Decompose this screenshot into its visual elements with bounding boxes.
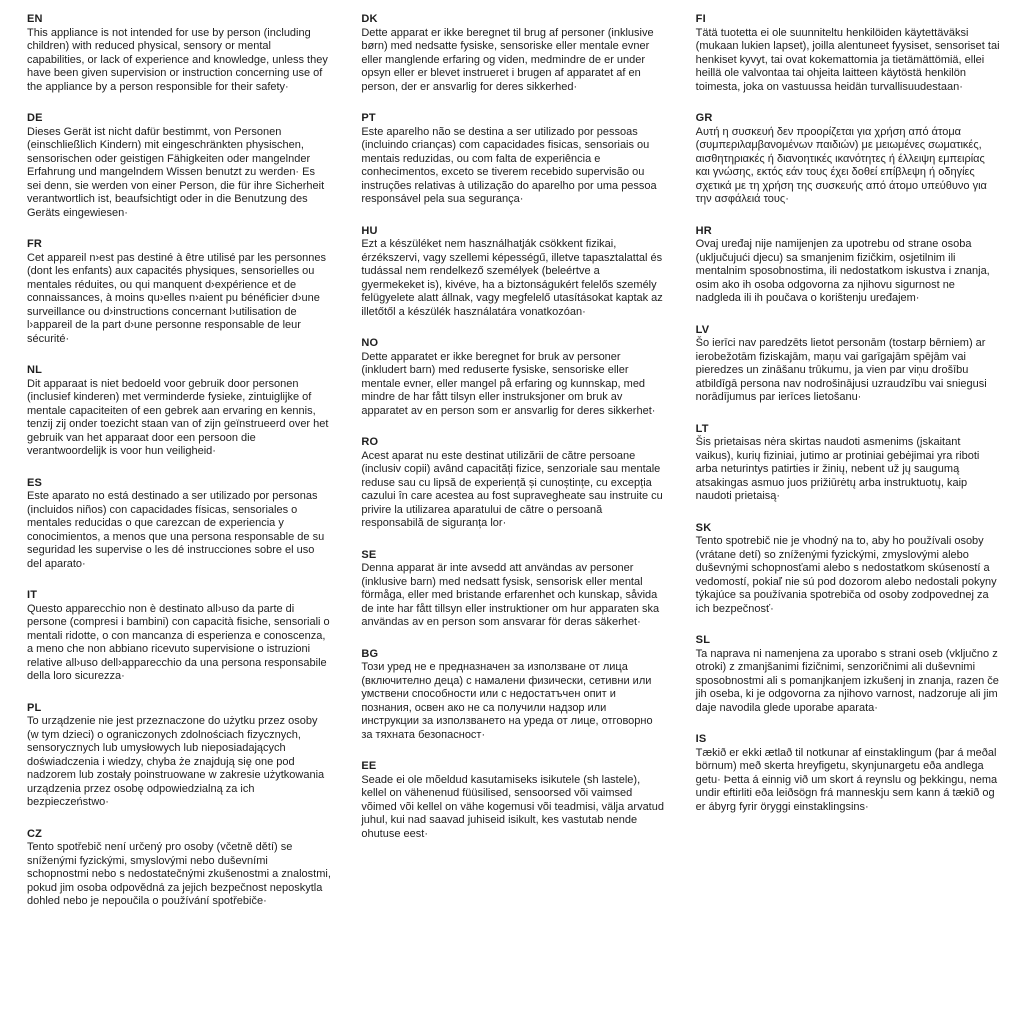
language-text-en: This appliance is not intended for use by person (including children) with reduced physical, sensory or mental capabilities, or lack of experience and knowledge, unless they have been given supervision or instruction concerning use of the appliance by a person responsible for their safety· xyxy=(27,26,328,93)
language-code-pt: PT xyxy=(361,112,376,124)
language-text-de: Dieses Gerät ist nicht dafür bestimmt, von Personen (einschließlich Kindern) mit eingeschränkten physischen, sensorischen oder geistigen Fähigkeiten oder mangelnder Erfahrung und mangelndem Wissen benutzt zu werden· Es sei denn, sie werden von einer Person, die für ihre Sicherheit verantwortlich ist, beaufsichtigt oder in die Benutzung des Geräts eingewiesen· xyxy=(27,125,325,219)
language-text-nl: Dit apparaat is niet bedoeld voor gebruik door personen (inclusief kinderen) met verminderde fysieke, zintuiglijke of mentale capaciteiten of een gebrek aan ervaring en kennis, tenzij zij onder toezicht staan van of zijn geïnstrueerd over het gebruik van het apparaat door een persoon die verantwoordelijk is voor hun veiligheid· xyxy=(27,377,329,457)
language-text-pl: To urządzenie nie jest przeznaczone do użytku przez osoby (w tym dzieci) o ograniczonych zdolnościach fizycznych, sensorycznych lub umysłowych lub nieposiadających doświadczenia i wiedzy, chyba że znajdują się one pod nadzorem lub zostały poinstruowane w zakresie użytkowania urządzenia przez osobę odpowiedzialną za ich bezpieczeństwo· xyxy=(27,715,325,808)
language-text-cz: Tento spotřebič není určený pro osoby (včetně dětí) se sníženými fyzickými, smyslovými nebo duševními schopnostmi nebo s nedostatečnými zkušenostmi a znalostmi, pokud jim osoba odpovědná za jejich bezpečnost neposkytla dohled nebo je nepoučila o používání spotřebiče· xyxy=(27,841,331,907)
language-section-en xyxy=(27,13,331,94)
language-section-nl xyxy=(27,364,331,459)
language-text-ro: Acest aparat nu este destinat utilizării de către persoane (inclusiv copii) având capacități fizice, senzoriale sau mentale reduse sau cu lipsă de experiență și cunoștințe, cu excepția cazului în care acestea au fost supravegheate sau instruite cu privire la utilizarea aparatului de către o persoană responsabilă de siguranța lor· xyxy=(361,449,663,529)
language-code-gr: GR xyxy=(695,112,713,124)
language-code-no: NO xyxy=(361,337,379,349)
language-section-ee xyxy=(361,760,665,841)
language-section-gr xyxy=(696,112,1000,207)
language-text-es: Este aparato no está destinado a ser utilizado por personas (incluidos niños) con capacidades físicas, sensoriales o mentales reducidas o que carezcan de experiencia y conocimientos, a menos que una persona responsable de su seguridad les supervise o les dé instrucciones sobre el uso del aparato· xyxy=(27,490,325,570)
language-text-is: Tækið er ekki ætlað til notkunar af einstaklingum (þar á meðal börnum) með skerta hreyfigetu, skynjunargetu eða andlega getu· Þetta á einnig við um skort á reynslu og þekkingu, nema undir eftirliti eða leiðsögn frá manneskju sem kann á tækið og er ábyrg fyrir öryggi einstaklingsins· xyxy=(695,746,998,813)
language-section-de xyxy=(27,112,331,220)
language-section-lv xyxy=(696,324,1000,405)
language-text-hr: Ovaj uređaj nije namijenjen za upotrebu od strane osoba (uključujući djecu) sa smanjenim fizičkim, osjetilnim ili mentalnim sposobnostima, ili nedostatkom iskustva i znanja, osim ako ih osoba odgovorna za njihovu sigurnost ne nadgleda ili ih poučava o korištenju uređajem· xyxy=(695,238,990,304)
column-right xyxy=(696,13,1000,832)
language-code-fr: FR xyxy=(27,238,43,250)
language-code-is: IS xyxy=(695,733,707,745)
language-code-fi: FI xyxy=(695,13,706,25)
language-section-sl xyxy=(696,634,1000,715)
column-middle xyxy=(361,13,665,859)
language-text-gr: Αυτή η συσκευή δεν προορίζεται για χρήση από άτομα (συμπεριλαμβανομένων παιδιών) με μειωμένες σωματικές, αισθητηριακές ή διανοητικές ικανότητες ή έλλειψη εμπειρίας και γνώσης, εκτός εάν τους έχει δοθεί επίβλεψη ή οδηγίες σχετικά με τη χρήση της συσκευής από άτομο υπεύθυνο για την ασφάλειά τους· xyxy=(695,125,987,205)
language-code-hr: HR xyxy=(695,224,712,237)
language-code-ro: RO xyxy=(361,436,379,448)
language-text-lv: Šo ierīci nav paredzēts lietot personām (tostarp bērniem) ar ierobežotām fiziskajām, maņu vai garīgajām spējām vai pieredzes un zināšanu trūkumu, ja vien par viņu drošību atbildīgā persona nav nodrošinājusi uzraudzību vai sniegusi norādījumus par ierīces lietošanu· xyxy=(695,337,987,403)
language-text-lt: Šis prietaisas nėra skirtas naudoti asmenims (įskaitant vaikus), kurių fiziniai, jutimo ar protiniai gebėjimai yra riboti arba neturintys patirties ir žinių, nebent už jų saugumą atsakingas asmuo juos prižiūrėtų arba instruktuotų, kaip naudoti prietaisą· xyxy=(695,436,980,502)
language-section-it xyxy=(27,589,331,684)
language-text-it: Questo apparecchio non è destinato all›uso da parte di persone (compresi i bambini) con capacità fisiche, sensoriali o mentali ridotte, o con mancanza di esperienza e conoscenza, a meno che non abbiano ricevuto supervisione o istruzioni relative all›uso dell›apparecchio da una persona responsabile della loro sicurezza· xyxy=(27,602,330,682)
language-code-se: SE xyxy=(361,548,377,561)
language-section-es xyxy=(27,477,331,572)
language-section-hr xyxy=(696,225,1000,306)
language-section-lt xyxy=(696,423,1000,504)
language-code-en: EN xyxy=(27,13,43,25)
language-text-bg: Този уред не е предназначен за използване от лица (включително деца) с намалени физически, сетивни или умствени способности или с недостатъчен опит и познания, освен ако не са получили надзор или инструкции за използването на уреда от лице, отговорно за тяхната безопасност· xyxy=(361,661,653,741)
language-code-it: IT xyxy=(27,589,38,601)
language-section-fr xyxy=(27,238,331,346)
language-text-fi: Tätä tuotetta ei ole suunniteltu henkilöiden käytettäväksi (mukaan lukien lapset), joilla alentuneet fyysiset, sensoriset tai henkiset kyvyt, tai ovat kokemattomia ja tietämättömiä, ellei heillä ole valvontaa tai ohjeita laitteen käytöstä henkilön toimesta, joka on vastuussa heidän turvallisuudestaan· xyxy=(695,26,1000,93)
language-code-lt: LT xyxy=(695,422,709,435)
language-code-sk: SK xyxy=(695,521,712,534)
language-section-bg xyxy=(361,648,665,743)
language-text-se: Denna apparat är inte avsedd att användas av personer (inklusive barn) med nedsatt fysisk, sensorisk eller mental förmåga, eller med bristande erfarenhet och kunskap, såvida de inte har fått tillsyn eller instruktioner om hur apparaten ska användas av en person som ansvarar för deras säkerhet· xyxy=(361,562,660,628)
language-code-nl: NL xyxy=(27,364,43,376)
language-code-pl: PL xyxy=(27,701,42,714)
language-text-ee: Seade ei ole mõeldud kasutamiseks isikutele (sh lastele), kellel on vähenenud füüsilised, sensoorsed või vaimsed võimed või kellel on vähe kogemusi või teadmisi, välja arvatud juhul, kui nad saavad juhiseid isikult, kes vastutab nende ohutuse eest· xyxy=(361,773,664,840)
language-text-hu: Ezt a készüléket nem használhatják csökkent fizikai, érzékszervi, vagy szellemi képességű, illetve tapasztalattal és tudással nem rendelkező személyek (beleértve a gyermekeket is), kivéve, ha a biztonságukért felelős személy felügyelete alatt állnak, vagy megfelelő utasításokat kaptak az illetőtől a készülék használatára vonatkozóan· xyxy=(361,238,663,318)
language-section-se xyxy=(361,549,665,630)
language-code-hu: HU xyxy=(361,224,378,237)
language-section-dk xyxy=(361,13,665,94)
language-text-no: Dette apparatet er ikke beregnet for bruk av personer (inkludert barn) med reduserte fysiske, sensoriske eller mentale evner, eller mangel på erfaring og kunnskap, med mindre de har fått tilsyn eller instruksjoner om bruk av apparatet av en person som er ansvarlig for deres sikkerhet· xyxy=(361,350,656,417)
language-section-no xyxy=(361,337,665,418)
language-text-pt: Este aparelho não se destina a ser utilizado por pessoas (incluindo crianças) com capacidades fisicas, sensoriais ou mentais reduzidas, ou com falta de experiência e conhecimentos, exceto se tiverem recebido supervisão ou instruções relativas à utilização do aparelho por uma pessoa responsável pela sua segurança· xyxy=(361,125,657,205)
language-section-pl xyxy=(27,702,331,810)
language-code-de: DE xyxy=(27,112,43,124)
language-section-pt xyxy=(361,112,665,207)
language-section-cz xyxy=(27,828,331,909)
language-text-fr: Cet appareil n›est pas destiné à être utilisé par les personnes (dont les enfants) aux capacités physiques, sensorielles ou mentales réduites, ou qui manquent d›expérience et de connaissances, à moins qu›elles n›aient pu bénéficier d›une surveillance ou d›instructions concernant l›utilisation de l›appareil de la part d›une personne responsable de leur sécurité· xyxy=(27,251,327,345)
language-code-ee: EE xyxy=(361,760,377,772)
column-left xyxy=(27,13,331,927)
language-section-is xyxy=(696,733,1000,814)
language-code-es: ES xyxy=(27,476,43,489)
language-code-lv: LV xyxy=(695,323,710,336)
language-code-cz: CZ xyxy=(27,827,43,840)
language-text-sk: Tento spotrebič nie je vhodný na to, aby ho používali osoby (vrátane detí) so zníženými fyzickými, zmyslovými alebo duševnými schopnosťami alebo s nedostatkom skúseností a vedomostí, pokiaľ nie sú pod dozorom alebo nedostali pokyny týkajúce sa používania spotrebiča od osoby zodpovednej za ich bezpečnosť· xyxy=(695,535,997,615)
language-code-sl: SL xyxy=(695,634,711,646)
language-section-sk xyxy=(696,522,1000,617)
language-code-bg: BG xyxy=(361,647,379,660)
language-section-hu xyxy=(361,225,665,320)
language-code-dk: DK xyxy=(361,13,378,25)
language-section-fi xyxy=(696,13,1000,94)
language-text-sl: Ta naprava ni namenjena za uporabo s strani oseb (vključno z otroki) z zmanjšanimi fizičnimi, senzoričnimi ali duševnimi sposobnostmi ali s pomanjkanjem izkušenj in znanja, razen če jih oseba, ki je odgovorna za njihovo varnost, nadzoruje ali jim daje navodila glede uporabe aparata· xyxy=(695,647,999,714)
language-section-ro xyxy=(361,436,665,531)
language-text-dk: Dette apparat er ikke beregnet til brug af personer (inklusive børn) med nedsatte fysiske, sensoriske eller mentale evner eller manglende erfaring og viden, medmindre de er under opsyn eller er blevet instrueret i brugen af apparatet af en person, der er ansvarlig for deres sikkerhed· xyxy=(361,26,654,93)
